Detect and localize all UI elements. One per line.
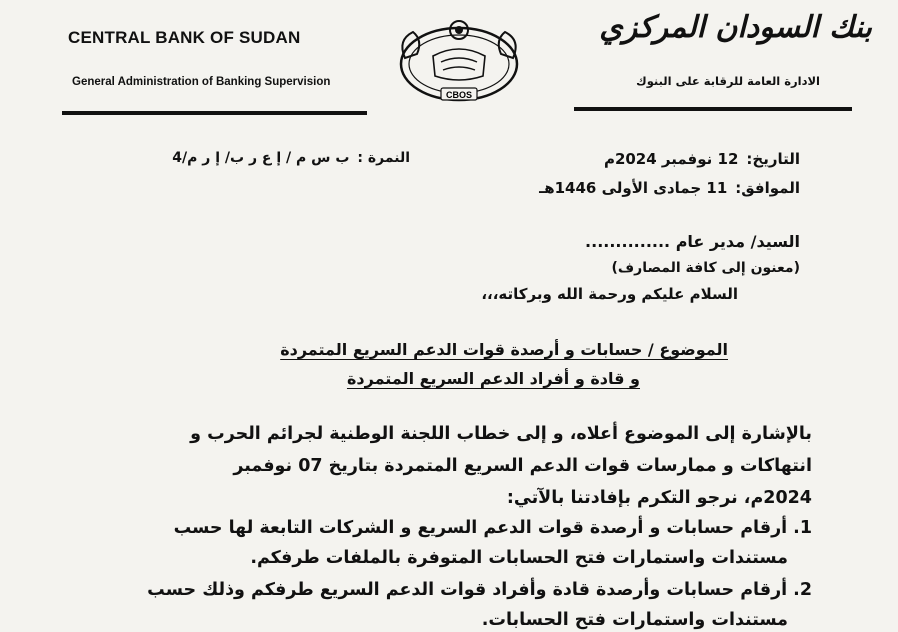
greeting: السلام عليكم ورحمة الله وبركاته،،، [481,285,738,303]
gregorian-date-value: 12 نوفمبر 2024م [603,150,739,168]
gregorian-date-label: التاريخ: [746,150,800,168]
hijri-date-label: الموافق: [735,179,800,197]
subject-line-1: الموضوع / حسابات و أرصدة قوات الدعم السريع المتمردة [280,340,728,359]
english-bank-name: CENTRAL BANK OF SUDAN [68,28,301,47]
reference-label: النمرة : [357,150,410,166]
reference-number [172,150,410,166]
arabic-department-name: الادارة العامة للرقابة على البنوك [636,74,820,88]
addressee-note: (معنون إلى كافة المصارف) [611,260,800,276]
gregorian-date [604,150,800,168]
seal-label: CBOS [445,90,473,100]
list-item-1-text: أرقام حسابات و أرصدة قوات الدعم السريع و الشركات التابعة لها حسب [173,518,788,538]
header-rule-right [574,107,852,111]
hijri-date [539,179,800,197]
hijri-date-value: 11 جمادى الأولى 1446هـ [539,179,728,197]
list-item-2-number: 2. [793,580,812,600]
list-item-1 [174,518,812,538]
list-item-2-continuation: مستندات واستمارات فتح الحسابات. [481,610,788,630]
body-line-1: بالإشارة إلى الموضوع أعلاه، و إلى خطاب اللجنة الوطنية لجرائم الحرب و [190,424,812,444]
reference-value: ب س م / إ ع ر ب/ إ ر م/4 [172,150,350,166]
list-item-2 [147,580,812,600]
bank-seal-logo [393,18,525,104]
body-line-3: 2024م، نرجو التكرم بإفادتنا بالآتي: [506,488,812,508]
subject-line-2: و قادة و أفراد الدعم السريع المتمردة [346,369,640,388]
addressee: السيد/ مدير عام .............. [585,232,800,251]
header-rule-left [62,111,367,115]
list-item-2-text: أرقام حسابات وأرصدة قادة وأفراد قوات الدعم السريع طرفكم وذلك حسب [147,580,788,600]
list-item-1-number: 1. [793,518,812,538]
arabic-bank-name: بنك السودان المركزي [599,10,872,45]
list-item-1-continuation: مستندات واستمارات فتح الحسابات المتوفرة بالملفات طرفكم. [250,548,788,568]
body-line-2: انتهاكات و ممارسات قوات الدعم السريع المتمردة بتاريخ 07 نوفمبر [233,456,812,476]
english-department-name: General Administration of Banking Supervision [72,76,331,88]
